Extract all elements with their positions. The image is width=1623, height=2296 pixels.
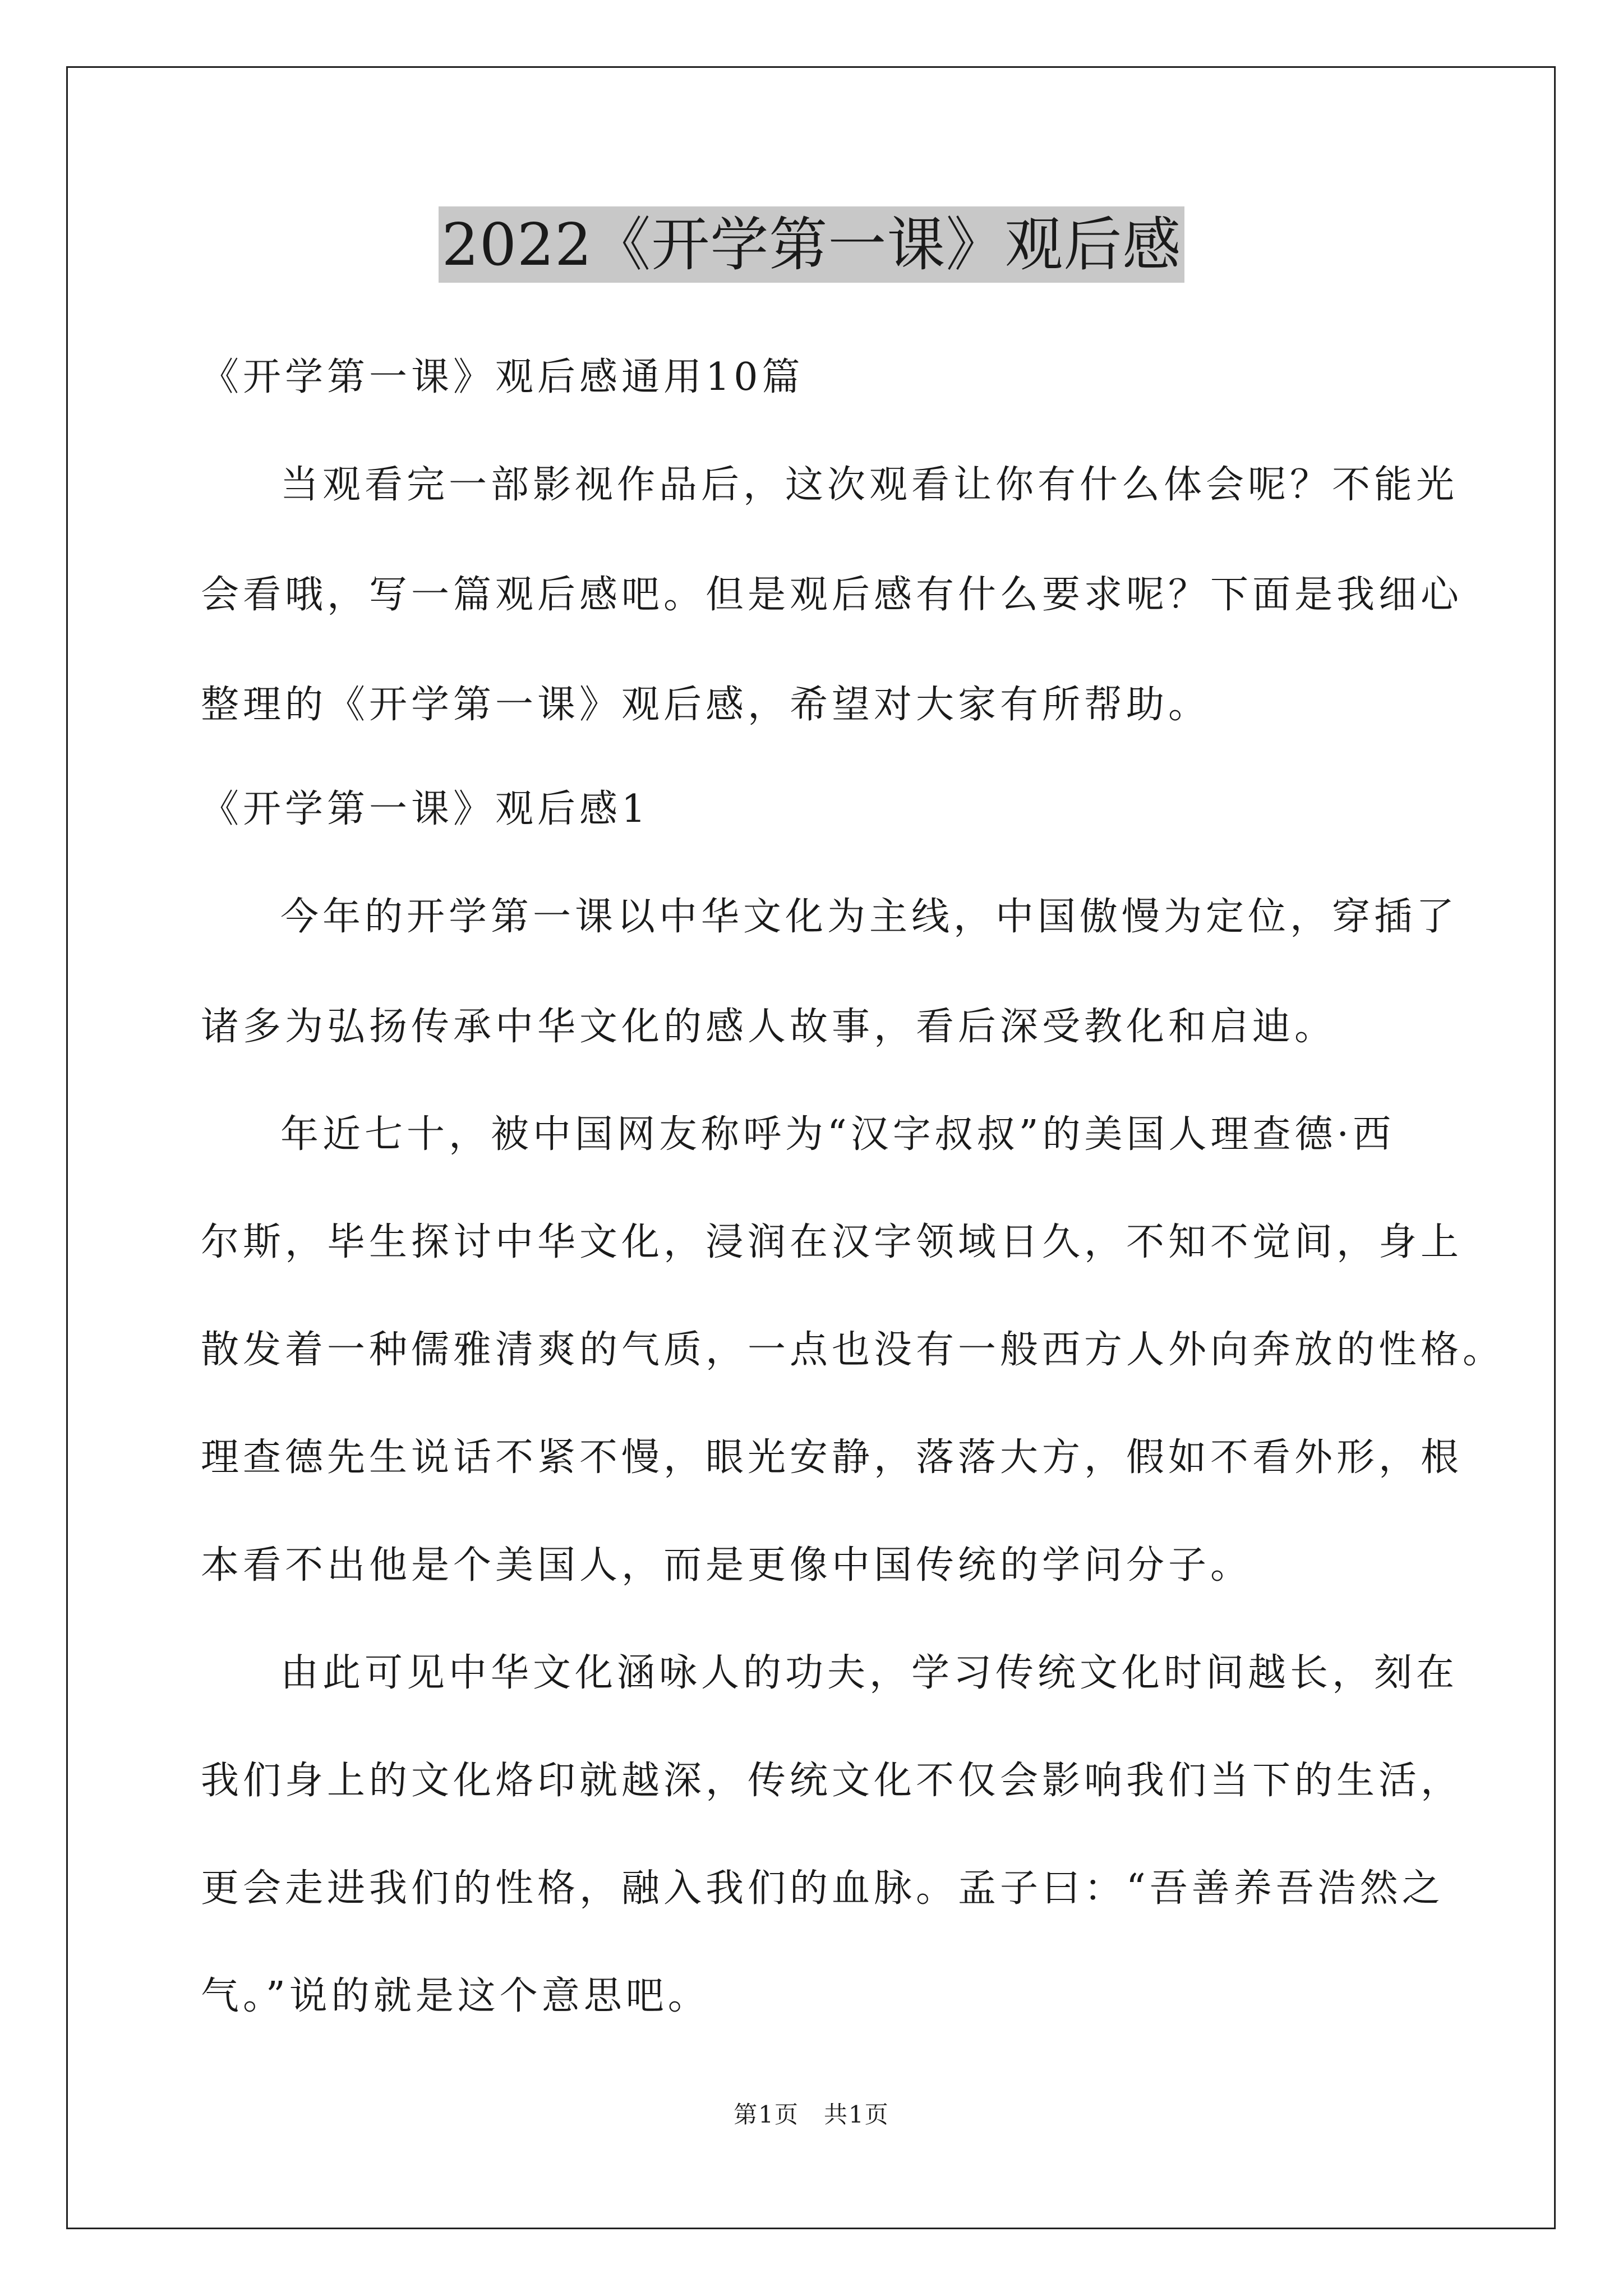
paragraph-line: 尔斯，毕生探讨中华文化，浸润在汉字领域日久，不知不觉间，身上	[201, 1220, 1463, 1264]
intro-line: 当观看完一部影视作品后，这次观看让你有什么体会呢？不能光	[280, 463, 1459, 507]
paragraph-line: 年近七十，被中国网友称呼为“汉字叔叔”的美国人理查德·西	[280, 1112, 1395, 1157]
paragraph-line: 诸多为弘扬传承中华文化的感人故事，看后深受教化和启迪。	[201, 1005, 1337, 1049]
document-subtitle: 《开学第一课》观后感通用10篇	[201, 355, 804, 399]
section-heading: 《开学第一课》观后感1	[201, 787, 650, 831]
paragraph-line: 我们身上的文化烙印就越深，传统文化不仅会影响我们当下的生活，	[201, 1759, 1463, 1803]
paragraph-line: 由此可见中华文化涵咏人的功夫，学习传统文化时间越长，刻在	[280, 1651, 1459, 1695]
paragraph-line: 本看不出他是个美国人，而是更像中国传统的学问分子。	[201, 1543, 1253, 1588]
intro-line: 会看哦，写一篇观后感吧。但是观后感有什么要求呢？下面是我细心	[201, 573, 1463, 617]
paragraph-line: 散发着一种儒雅清爽的气质，一点也没有一般西方人外向奔放的性格。	[201, 1328, 1505, 1372]
paragraph-line: 更会走进我们的性格，融入我们的血脉。孟子曰：“吾善养吾浩然之	[201, 1866, 1444, 1911]
intro-line: 整理的《开学第一课》观后感，希望对大家有所帮助。	[201, 683, 1211, 727]
title-container	[0, 206, 1623, 283]
paragraph-line: 气。”说的就是这个意思吧。	[201, 1974, 710, 2018]
paragraph-line: 理查德先生说话不紧不慢，眼光安静，落落大方，假如不看外形，根	[201, 1435, 1463, 1480]
page-footer: 第1页 共1页	[734, 2101, 889, 2128]
paragraph-line: 今年的开学第一课以中华文化为主线，中国傲慢为定位，穿插了	[280, 895, 1459, 939]
document-title: 2022《开学第一课》观后感	[439, 206, 1185, 283]
